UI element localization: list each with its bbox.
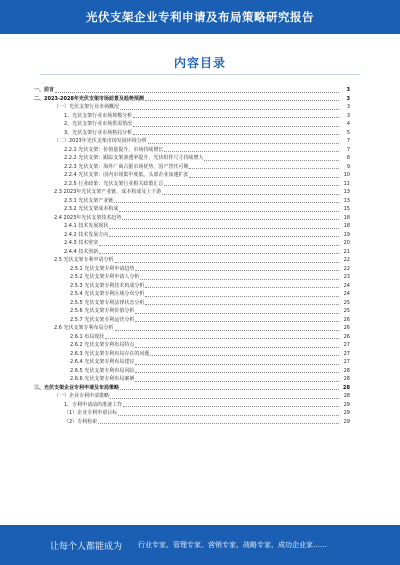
toc-page-number: 3 bbox=[346, 112, 350, 119]
toc-entry[interactable] bbox=[34, 290, 350, 299]
toc-dot-leader bbox=[105, 338, 339, 339]
toc-entry[interactable] bbox=[34, 265, 350, 274]
toc-entry-text: 2.6.3 光伏支架专利布局存在的问题 bbox=[70, 350, 150, 357]
toc-entry[interactable] bbox=[34, 222, 350, 231]
toc-dot-leader bbox=[164, 185, 339, 186]
toc-dot-leader bbox=[133, 126, 339, 127]
toc-entry[interactable] bbox=[34, 248, 350, 257]
toc-entry[interactable] bbox=[34, 197, 350, 206]
toc-dot-leader bbox=[145, 100, 339, 101]
toc-entry-text: 2.3.2 光伏支架成本构成 bbox=[64, 206, 119, 212]
toc-page-number: 25 bbox=[343, 308, 350, 314]
toc-dot-leader bbox=[135, 347, 339, 348]
toc-entry-text: 2.2.3 光伏支架：海外厂商占据市场优势，国产替代可期 bbox=[64, 163, 189, 170]
toc-dot-leader bbox=[99, 253, 339, 254]
toc-page-number: 21 bbox=[343, 248, 350, 255]
toc-page-number: 26 bbox=[343, 333, 350, 340]
toc-entry-text: 2.6.6 光伏支架专利布局案例 bbox=[70, 376, 135, 382]
toc-page-number: 29 bbox=[343, 418, 350, 425]
toc-page-number: 29 bbox=[343, 410, 350, 416]
toc-entry[interactable] bbox=[34, 273, 350, 282]
toc-page-number: 11 bbox=[343, 180, 350, 187]
toc-dot-leader bbox=[109, 228, 339, 229]
toc-page-number: 7 bbox=[346, 146, 350, 153]
toc-dot-leader bbox=[115, 330, 339, 331]
toc-page-number: 9 bbox=[346, 163, 350, 170]
toc-entry-text: 2.6.2 光伏支架专利布局特点 bbox=[70, 342, 135, 348]
toc-entry[interactable] bbox=[34, 146, 350, 155]
toc-page-number: 24 bbox=[343, 291, 350, 297]
toc-entry-text: 2.5.1 光伏支架专利申请趋势 bbox=[70, 265, 135, 272]
toc-dot-leader bbox=[114, 202, 339, 203]
toc-entry[interactable] bbox=[34, 256, 350, 265]
toc-entry-text: 2.4.3 技术壁垒 bbox=[64, 240, 99, 246]
toc-entry[interactable] bbox=[34, 205, 350, 214]
toc-entry[interactable] bbox=[34, 358, 350, 367]
toc-dot-leader bbox=[189, 168, 339, 169]
toc-entry[interactable] bbox=[34, 324, 350, 333]
toc-entry[interactable] bbox=[34, 367, 350, 376]
table-of-contents bbox=[34, 86, 350, 426]
toc-page-number: 13 bbox=[343, 197, 350, 204]
toc-dot-leader bbox=[55, 92, 339, 93]
toc-entry[interactable] bbox=[34, 103, 350, 112]
toc-entry-text: 2.5.5 光伏支架专利法律状态分析 bbox=[70, 299, 145, 306]
toc-entry[interactable] bbox=[34, 384, 350, 393]
toc-page-number: 18 bbox=[343, 214, 350, 221]
toc-entry-text: 2.5.2 光伏支架专利申请人分析 bbox=[70, 274, 140, 280]
footer-tagline: 行业专家、管理专家、营销专家、战略专家、成功企业家…… bbox=[138, 541, 327, 549]
footer-banner bbox=[0, 525, 400, 565]
toc-page-number: 19 bbox=[343, 231, 350, 238]
toc-dot-leader bbox=[204, 160, 339, 161]
toc-entry-text: 2.5 光伏支架专利申请分析 bbox=[54, 257, 114, 263]
toc-entry[interactable] bbox=[34, 333, 350, 342]
toc-entry-text: （2）专利检索 bbox=[64, 418, 98, 425]
toc-entry-text: 三、光伏支架企业专利申请及布局策略 bbox=[34, 384, 120, 391]
toc-dot-leader bbox=[148, 143, 339, 144]
toc-entry-text: 2.2.2 光伏支架：跟踪支架渗透率提升，光伏组件尺寸持续增大 bbox=[64, 155, 204, 161]
toc-page-number: 18 bbox=[343, 223, 350, 229]
toc-entry-text: 1、光伏支架行业市场规模分析 bbox=[64, 112, 133, 119]
toc-page-number: 10 bbox=[343, 172, 350, 178]
toc-entry[interactable] bbox=[34, 299, 350, 308]
toc-entry-text: 2.3.1 光伏支架产业链 bbox=[64, 197, 114, 204]
toc-page-number: 3 bbox=[346, 95, 350, 102]
toc-entry[interactable] bbox=[34, 418, 350, 427]
toc-page-number: 7 bbox=[346, 138, 350, 144]
toc-page-number: 24 bbox=[343, 282, 350, 289]
toc-page-number: 15 bbox=[343, 206, 350, 212]
toc-entry-text: （二）2023年光伏支架市场发展环境分析 bbox=[54, 138, 147, 144]
toc-dot-leader bbox=[122, 219, 339, 220]
toc-entry-text: 2.2.1 光伏支架：价值量提升，市场持续增长 bbox=[64, 146, 164, 153]
toc-entry-text: 二、2023-2028年光伏支架市场前景及趋势预测 bbox=[34, 95, 144, 102]
toc-entry[interactable] bbox=[34, 350, 350, 359]
toc-dot-leader bbox=[135, 313, 339, 314]
toc-page-number: 23 bbox=[343, 274, 350, 280]
toc-page-number: 3 bbox=[346, 87, 350, 93]
toc-dot-leader bbox=[135, 321, 339, 322]
toc-dot-leader bbox=[164, 151, 339, 152]
toc-entry[interactable] bbox=[34, 112, 350, 121]
toc-entry[interactable] bbox=[34, 392, 350, 401]
toc-dot-leader bbox=[135, 372, 339, 373]
toc-dot-leader bbox=[99, 245, 339, 246]
toc-entry-text: 2.6.5 光伏支架专利布局风险 bbox=[70, 367, 135, 374]
toc-dot-leader bbox=[118, 415, 339, 416]
toc-entry-text: 一、前言 bbox=[34, 87, 55, 93]
toc-entry-text: （一）光伏支架行业市场概况 bbox=[54, 104, 120, 110]
toc-divider bbox=[40, 74, 360, 75]
toc-entry[interactable] bbox=[34, 188, 350, 197]
toc-page-number: 29 bbox=[343, 401, 350, 408]
footer-slogan: 让每个人都能成为 bbox=[50, 541, 123, 552]
toc-page-number: 22 bbox=[343, 257, 350, 263]
toc-entry[interactable] bbox=[34, 307, 350, 316]
toc-title: 内容目录 bbox=[173, 56, 226, 70]
toc-entry-text: （1）企业专利申请目标 bbox=[64, 410, 118, 416]
toc-dot-leader bbox=[120, 389, 339, 390]
toc-entry-text: 2.4 2023年光伏支架技术趋势 bbox=[54, 214, 122, 221]
toc-dot-leader bbox=[140, 279, 339, 280]
toc-page-number: 26 bbox=[343, 316, 350, 323]
toc-dot-leader bbox=[98, 423, 339, 424]
toc-page-number: 28 bbox=[343, 393, 350, 399]
toc-entry-text: 2.5.3 光伏支架专利技术构成分析 bbox=[70, 282, 145, 289]
toc-dot-leader bbox=[162, 194, 339, 195]
toc-page-number: 25 bbox=[343, 299, 350, 306]
toc-entry[interactable] bbox=[34, 282, 350, 291]
toc-page-number: 28 bbox=[343, 384, 350, 391]
toc-entry-text: 1、专利申请前的准备工作 bbox=[64, 401, 123, 408]
toc-entry[interactable] bbox=[34, 231, 350, 240]
toc-entry[interactable] bbox=[34, 214, 350, 223]
toc-entry-text: 2.6.4 光伏支架专利布局建议 bbox=[70, 359, 135, 365]
toc-entry[interactable] bbox=[34, 375, 350, 384]
toc-entry-text: 2.5.7 光伏支架专利运营分析 bbox=[70, 316, 135, 323]
toc-dot-leader bbox=[109, 236, 339, 237]
toc-dot-leader bbox=[135, 270, 339, 271]
toc-entry[interactable] bbox=[34, 341, 350, 350]
toc-dot-leader bbox=[110, 398, 339, 399]
toc-page-number: 3 bbox=[346, 104, 350, 110]
toc-entry[interactable] bbox=[34, 163, 350, 172]
toc-page-number: 22 bbox=[343, 265, 350, 272]
toc-entry-text: 2.6.1 布局现状 bbox=[70, 333, 105, 340]
toc-dot-leader bbox=[145, 296, 339, 297]
toc-entry-text: 2.5.4 光伏支架专利区域分布分析 bbox=[70, 291, 145, 297]
toc-entry[interactable] bbox=[34, 180, 350, 189]
toc-page-number: 27 bbox=[343, 342, 350, 348]
toc-dot-leader bbox=[123, 406, 339, 407]
toc-dot-leader bbox=[133, 134, 339, 135]
toc-dot-leader bbox=[115, 262, 339, 263]
toc-page-number: 27 bbox=[343, 350, 350, 357]
toc-entry[interactable] bbox=[34, 171, 350, 180]
toc-entry-text: 2.4.1 技术发展现状 bbox=[64, 223, 109, 229]
toc-entry[interactable] bbox=[34, 137, 350, 146]
toc-entry[interactable] bbox=[34, 129, 350, 138]
toc-dot-leader bbox=[120, 109, 339, 110]
toc-entry-text: 2.5.6 光伏支架专利价值分析 bbox=[70, 308, 135, 314]
toc-entry[interactable] bbox=[34, 154, 350, 163]
toc-entry-text: 2.2.5 行业政策：光伏支架行业相关政策汇总 bbox=[64, 180, 164, 187]
toc-entry-text: 2.4.4 技术创新 bbox=[64, 248, 99, 255]
toc-page-number: 8 bbox=[346, 155, 350, 161]
toc-page-number: 5 bbox=[346, 129, 350, 136]
toc-page-number: 13 bbox=[343, 189, 350, 195]
toc-entry[interactable] bbox=[34, 120, 350, 129]
toc-entry-text: 2.2.4 光伏支架：国内市场集中度低，头部企业加速扩张 bbox=[64, 172, 189, 178]
toc-entry-text: 2.3 2023年光伏支架产业链、成本构成及上下游 bbox=[54, 189, 162, 195]
toc-page-number: 4 bbox=[346, 121, 350, 127]
toc-entry[interactable] bbox=[34, 401, 350, 410]
toc-dot-leader bbox=[189, 177, 339, 178]
toc-entry-text: 2.6 光伏支架专利布局分析 bbox=[54, 325, 114, 331]
toc-page-number: 27 bbox=[343, 359, 350, 365]
toc-page-number: 28 bbox=[343, 376, 350, 382]
header-banner bbox=[0, 0, 400, 34]
toc-entry[interactable] bbox=[34, 86, 350, 95]
toc-entry-text: 2、光伏支架行业市场供需情况 bbox=[64, 121, 133, 127]
toc-dot-leader bbox=[135, 364, 339, 365]
toc-dot-leader bbox=[133, 117, 339, 118]
toc-dot-leader bbox=[145, 287, 339, 288]
toc-entry[interactable] bbox=[34, 95, 350, 104]
toc-dot-leader bbox=[145, 304, 339, 305]
toc-entry[interactable] bbox=[34, 239, 350, 248]
toc-page-number: 20 bbox=[343, 240, 350, 246]
toc-dot-leader bbox=[135, 381, 339, 382]
toc-entry-text: （一）企业专利申请策略 bbox=[54, 393, 110, 399]
report-title: 光伏支架企业专利申请及布局策略研究报告 bbox=[86, 10, 314, 24]
toc-entry[interactable] bbox=[34, 316, 350, 325]
toc-dot-leader bbox=[150, 355, 339, 356]
toc-dot-leader bbox=[119, 211, 339, 212]
toc-entry[interactable] bbox=[34, 409, 350, 418]
toc-page-number: 28 bbox=[343, 367, 350, 374]
toc-page-number: 26 bbox=[343, 325, 350, 331]
toc-entry-text: 2.4.2 技术发展方向 bbox=[64, 231, 109, 238]
toc-entry-text: 3、光伏支架行业市场格局分析 bbox=[64, 129, 133, 136]
